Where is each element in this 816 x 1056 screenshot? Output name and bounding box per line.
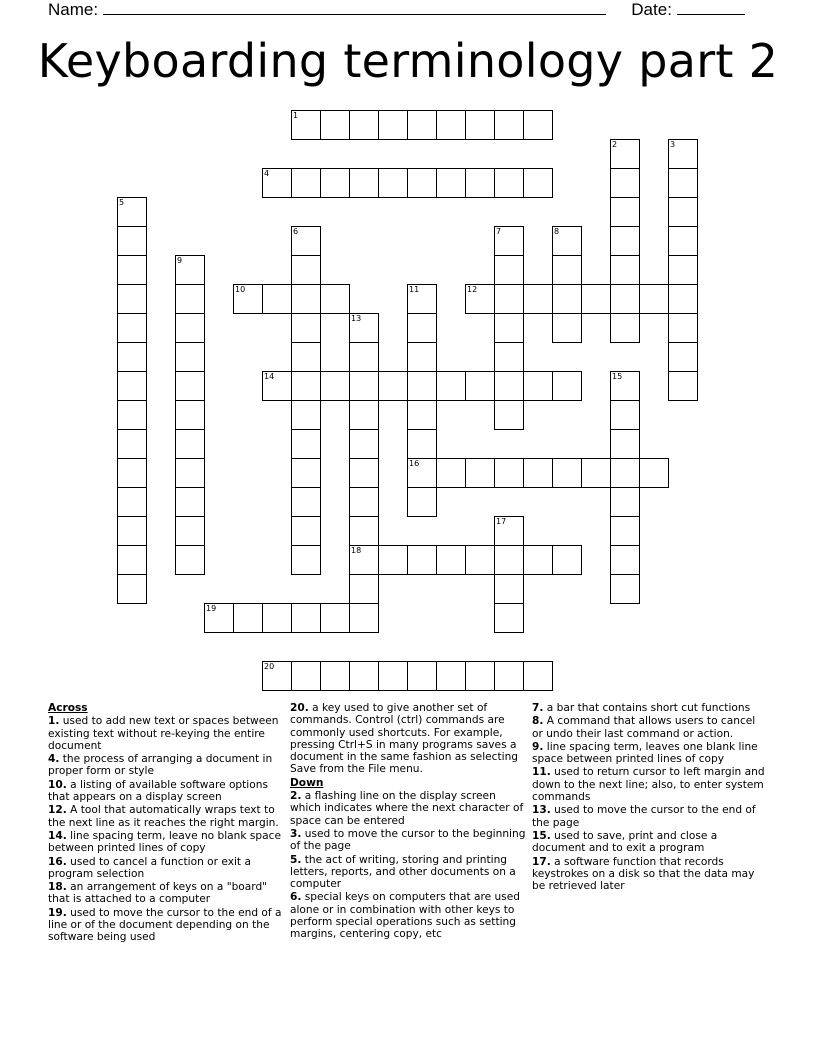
grid-cell[interactable] — [407, 429, 437, 459]
grid-cell[interactable] — [349, 371, 379, 401]
grid-cell[interactable] — [523, 168, 553, 198]
grid-cell[interactable] — [407, 487, 437, 517]
grid-cell[interactable] — [262, 661, 292, 691]
grid-cell[interactable] — [436, 371, 466, 401]
grid-cell[interactable] — [494, 458, 524, 488]
grid-cell[interactable] — [610, 139, 640, 169]
grid-cell[interactable] — [552, 255, 582, 285]
grid-cell[interactable] — [494, 574, 524, 604]
grid-cell[interactable] — [117, 342, 147, 372]
grid-cell[interactable] — [291, 400, 321, 430]
grid-cell[interactable] — [320, 110, 350, 140]
grid-cell[interactable] — [610, 371, 640, 401]
grid-cell[interactable] — [349, 313, 379, 343]
grid-cell[interactable] — [320, 603, 350, 633]
grid-cell[interactable] — [117, 371, 147, 401]
grid-cell[interactable] — [639, 458, 669, 488]
clue-down-15: 15. used to save, print and close a document and to exit a program — [532, 829, 718, 855]
grid-cell[interactable] — [523, 661, 553, 691]
grid-cell[interactable] — [117, 284, 147, 314]
grid-cell[interactable] — [291, 342, 321, 372]
grid-cell[interactable] — [204, 603, 234, 633]
grid-cell[interactable] — [668, 197, 698, 227]
grid-cell[interactable] — [668, 342, 698, 372]
down-heading: Down — [290, 776, 324, 789]
grid-cell[interactable] — [668, 139, 698, 169]
grid-cell[interactable] — [291, 371, 321, 401]
cell-number: 1 — [293, 111, 299, 120]
cell-number: 18 — [351, 546, 362, 555]
grid-cell[interactable] — [233, 603, 263, 633]
grid-cell[interactable] — [117, 226, 147, 256]
grid-cell[interactable] — [407, 168, 437, 198]
grid-cell[interactable] — [523, 371, 553, 401]
clue-across-19: 19. used to move the cursor to the end of a line or of the document depending on the software being used — [48, 906, 282, 944]
clue-across-10: 10. a listing of available software options that appears on a display screen — [48, 778, 268, 804]
grid-cell[interactable] — [175, 516, 205, 546]
date-label: Date: — [631, 0, 672, 19]
grid-cell[interactable] — [320, 284, 350, 314]
grid-cell[interactable] — [407, 371, 437, 401]
cell-number: 4 — [264, 169, 270, 178]
grid-cell[interactable] — [610, 197, 640, 227]
grid-cell[interactable] — [465, 458, 495, 488]
grid-cell[interactable] — [291, 284, 321, 314]
grid-cell[interactable] — [407, 400, 437, 430]
grid-cell[interactable] — [407, 661, 437, 691]
grid-cell[interactable] — [378, 168, 408, 198]
grid-cell[interactable] — [552, 545, 582, 575]
clue-down-2: 2. a flashing line on the display screen which indicates where the next character of space can be entered — [290, 790, 524, 827]
grid-cell[interactable] — [494, 603, 524, 633]
grid-cell[interactable] — [610, 284, 640, 314]
grid-cell[interactable] — [117, 429, 147, 459]
grid-cell[interactable] — [610, 168, 640, 198]
grid-cell[interactable] — [349, 516, 379, 546]
cell-number: 15 — [612, 372, 623, 381]
grid-cell[interactable] — [262, 168, 292, 198]
grid-cell[interactable] — [291, 168, 321, 198]
grid-cell[interactable] — [465, 168, 495, 198]
grid-cell[interactable] — [320, 371, 350, 401]
grid-cell[interactable] — [668, 371, 698, 401]
cell-number: 3 — [670, 140, 676, 149]
grid-cell[interactable] — [117, 574, 147, 604]
clue-across-18: 18. an arrangement of keys on a "board" that is attached to a computer — [48, 881, 268, 906]
grid-cell[interactable] — [407, 110, 437, 140]
grid-cell[interactable] — [610, 458, 640, 488]
grid-cell[interactable] — [291, 226, 321, 256]
grid-cell[interactable] — [552, 458, 582, 488]
grid-cell[interactable] — [175, 255, 205, 285]
grid-cell[interactable] — [436, 110, 466, 140]
grid-cell[interactable] — [349, 458, 379, 488]
grid-cell[interactable] — [175, 429, 205, 459]
grid-cell[interactable] — [378, 110, 408, 140]
grid-cell[interactable] — [378, 371, 408, 401]
cell-number: 14 — [264, 372, 275, 381]
grid-cell[interactable] — [349, 400, 379, 430]
cell-number: 13 — [351, 314, 362, 323]
grid-cell[interactable] — [581, 284, 611, 314]
grid-cell[interactable] — [610, 516, 640, 546]
grid-cell[interactable] — [407, 284, 437, 314]
grid-cell[interactable] — [494, 110, 524, 140]
grid-cell[interactable] — [552, 313, 582, 343]
grid-cell[interactable] — [291, 255, 321, 285]
cell-number: 20 — [264, 662, 275, 671]
cell-number: 9 — [177, 256, 183, 265]
grid-cell[interactable] — [291, 603, 321, 633]
grid-cell[interactable] — [494, 516, 524, 546]
grid-cell[interactable] — [262, 603, 292, 633]
grid-cell[interactable] — [552, 226, 582, 256]
grid-cell[interactable] — [175, 313, 205, 343]
grid-cell[interactable] — [494, 255, 524, 285]
name-label: Name: — [48, 0, 99, 19]
page-title: Keyboarding terminology part 2 — [37, 34, 779, 88]
grid-cell[interactable] — [523, 545, 553, 575]
grid-cell[interactable] — [523, 284, 553, 314]
grid-cell[interactable] — [494, 371, 524, 401]
clue-down-3: 3. used to move the cursor to the beginning of the page — [290, 827, 526, 853]
grid-cell[interactable] — [523, 110, 553, 140]
grid-cell[interactable] — [117, 255, 147, 285]
grid-cell[interactable] — [175, 458, 205, 488]
grid-cell[interactable] — [494, 661, 524, 691]
clue-down-5: 5. the act of writing, storing and printing letters, reports, and other documents on a computer — [290, 853, 516, 891]
clue-down-7: 7. a bar that contains short cut functions — [532, 702, 751, 714]
grid-cell[interactable] — [639, 284, 669, 314]
clue-down-11: 11. used to return cursor to left margin and down to the next line; also, to enter system commands — [532, 766, 765, 804]
grid-cell[interactable] — [291, 313, 321, 343]
grid-cell[interactable] — [378, 545, 408, 575]
grid-cell[interactable] — [349, 661, 379, 691]
grid-cell[interactable] — [175, 545, 205, 575]
grid-cell[interactable] — [610, 429, 640, 459]
clue-down-9: 9. line spacing term, leaves one blank line space between printed lines of copy — [532, 740, 758, 766]
grid-cell[interactable] — [117, 516, 147, 546]
grid-cell[interactable] — [117, 400, 147, 430]
grid-cell[interactable] — [436, 458, 466, 488]
clue-across-4: 4. the process of arranging a document in proper form or style — [48, 753, 273, 778]
grid-cell[interactable] — [349, 429, 379, 459]
grid-cell[interactable] — [407, 342, 437, 372]
grid-cell[interactable] — [494, 226, 524, 256]
clue-down-13: 13. used to move the cursor to the end of the page — [532, 804, 756, 829]
grid-cell[interactable] — [175, 284, 205, 314]
grid-cell[interactable] — [436, 661, 466, 691]
grid-cell[interactable] — [175, 371, 205, 401]
grid-cell[interactable] — [494, 168, 524, 198]
grid-cell[interactable] — [349, 342, 379, 372]
grid-cell[interactable] — [291, 661, 321, 691]
grid-cell[interactable] — [494, 400, 524, 430]
clue-down-6: 6. special keys on computers that are used alone or in combination with other keys to perform special operations such as setting margins, centering copy, etc — [290, 891, 520, 941]
cell-number: 11 — [409, 285, 420, 294]
grid-cell[interactable] — [262, 284, 292, 314]
clue-down-8: 8. A command that allows users to cancel or undo their last command or action. — [532, 715, 756, 740]
grid-cell[interactable] — [610, 226, 640, 256]
grid-cell[interactable] — [494, 284, 524, 314]
grid-cell[interactable] — [175, 342, 205, 372]
grid-cell[interactable] — [610, 255, 640, 285]
grid-cell[interactable] — [407, 313, 437, 343]
grid-cell[interactable] — [494, 342, 524, 372]
cell-number: 10 — [235, 285, 246, 294]
across-heading: Across — [48, 702, 88, 714]
clue-across-20: 20. a key used to give another set of commands. Control (ctrl) commands are commonly used shortcuts. For example, pressing Ctrl+S in many programs saves a document in the same fashion as selecting Save from the File menu. — [290, 702, 519, 776]
grid-cell[interactable] — [291, 110, 321, 140]
grid-cell[interactable] — [465, 661, 495, 691]
grid-cell[interactable] — [349, 574, 379, 604]
grid-cell[interactable] — [494, 313, 524, 343]
clue-across-1: 1. used to add new text or spaces between existing text without re-keying the entire document — [48, 715, 279, 752]
grid-cell[interactable] — [349, 168, 379, 198]
grid-cell[interactable] — [117, 487, 147, 517]
grid-cell[interactable] — [320, 168, 350, 198]
grid-cell[interactable] — [291, 458, 321, 488]
grid-cell[interactable] — [668, 226, 698, 256]
clue-across-12: 12. A tool that automatically wraps text to the next line as it reaches the right margin. — [48, 804, 279, 829]
cell-number: 19 — [206, 604, 217, 613]
grid-cell[interactable] — [610, 545, 640, 575]
grid-cell[interactable] — [349, 110, 379, 140]
grid-cell[interactable] — [581, 458, 611, 488]
grid-cell[interactable] — [436, 545, 466, 575]
cell-number: 7 — [496, 227, 502, 236]
cell-number: 12 — [467, 285, 478, 294]
clues-column-2 — [290, 702, 526, 942]
grid-cell[interactable] — [494, 545, 524, 575]
cell-number: 17 — [496, 517, 507, 526]
grid-cell[interactable] — [610, 487, 640, 517]
grid-cell[interactable] — [349, 487, 379, 517]
cell-number: 5 — [119, 198, 125, 207]
grid-cell[interactable] — [668, 313, 698, 343]
grid-cell[interactable] — [407, 458, 437, 488]
grid-cell[interactable] — [465, 545, 495, 575]
grid-cell[interactable] — [320, 661, 350, 691]
cell-number: 8 — [554, 227, 560, 236]
grid-cell[interactable] — [523, 458, 553, 488]
grid-cell[interactable] — [117, 545, 147, 575]
grid-cell[interactable] — [117, 197, 147, 227]
cell-number: 2 — [612, 140, 618, 149]
clues-column-1 — [48, 702, 282, 945]
cell-number: 6 — [293, 227, 299, 236]
grid-cell[interactable] — [291, 545, 321, 575]
clue-across-14: 14. line spacing term, leave no blank space between printed lines of copy — [48, 829, 281, 855]
grid-cell[interactable] — [552, 371, 582, 401]
grid-cell[interactable] — [378, 661, 408, 691]
grid-cell[interactable] — [610, 313, 640, 343]
cell-number: 16 — [409, 459, 420, 468]
grid-cell[interactable] — [610, 400, 640, 430]
grid-cell[interactable] — [117, 458, 147, 488]
grid-cell[interactable] — [175, 400, 205, 430]
grid-cell[interactable] — [349, 545, 379, 575]
grid-cell[interactable] — [552, 284, 582, 314]
grid-cell[interactable] — [465, 110, 495, 140]
grid-cell[interactable] — [668, 255, 698, 285]
grid-cell[interactable] — [610, 574, 640, 604]
grid-cell[interactable] — [436, 168, 466, 198]
grid-cell[interactable] — [349, 603, 379, 633]
grid-cell[interactable] — [233, 284, 263, 314]
grid-cell[interactable] — [465, 284, 495, 314]
grid-cell[interactable] — [668, 168, 698, 198]
grid-cell[interactable] — [465, 371, 495, 401]
clues-column-3 — [532, 702, 768, 893]
grid-cell[interactable] — [291, 429, 321, 459]
clue-down-17: 17. a software function that records keystrokes on a disk so that the data may be retrieved later — [532, 855, 755, 893]
grid-cell[interactable] — [175, 487, 205, 517]
grid-cell[interactable] — [407, 545, 437, 575]
grid-cell[interactable] — [291, 487, 321, 517]
clue-across-16: 16. used to cancel a function or exit a program selection — [48, 855, 251, 880]
grid-cell[interactable] — [262, 371, 292, 401]
grid-cell[interactable] — [117, 313, 147, 343]
grid-cell[interactable] — [291, 516, 321, 546]
grid-cell[interactable] — [668, 284, 698, 314]
